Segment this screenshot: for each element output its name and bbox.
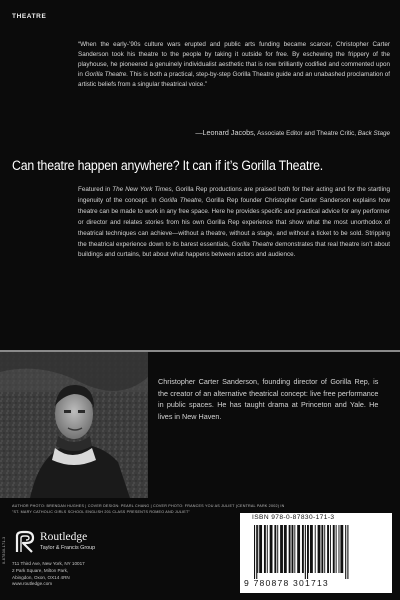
barcode-bar <box>274 525 276 573</box>
critic-role: Associate Editor and Theatre Critic, <box>255 130 358 137</box>
quote-book-title: Gorilla Theatre. <box>84 71 129 79</box>
barcode-bar <box>302 525 304 573</box>
publisher-name: Routledge <box>40 531 88 543</box>
address-line: Abingdon, Oxon, OX14 4RN <box>12 574 70 580</box>
barcode-bar <box>336 525 337 573</box>
barcode-guard-bar <box>305 525 306 579</box>
desc-nyt: The New York Times, <box>112 186 174 193</box>
headline: Can theatre happen anywhere? It can if it’s Gorilla Theatre. <box>12 158 324 173</box>
isbn-label: ISBN 978-0-87830-171-3 <box>252 514 335 521</box>
barcode-guard-bar <box>256 525 257 579</box>
barcode-bar <box>277 525 278 573</box>
routledge-logo-icon <box>14 530 36 554</box>
barcode-bar <box>308 525 309 573</box>
desc-text-1: Featured in <box>78 186 113 193</box>
barcode-bar <box>289 525 291 573</box>
review-quote <box>78 40 390 90</box>
author-bio <box>158 376 378 422</box>
barcode-bar <box>270 525 273 573</box>
barcode-digits: 9 780878 301713 <box>244 578 329 588</box>
publisher-group: Taylor & Francis Group <box>40 545 96 551</box>
author-name: Christopher Carter Sanderson, <box>158 377 260 386</box>
barcode-bar <box>315 525 316 573</box>
author-photo <box>0 352 148 498</box>
spine-code: 0-87830-171-3 <box>2 536 6 564</box>
quote-attribution <box>120 128 390 137</box>
barcode-bar <box>318 525 321 573</box>
publisher-address <box>12 561 85 588</box>
barcode-bar <box>284 525 287 573</box>
desc-text-4: demonstrates that real theatre isn’t about buildings and curtains, but about what happens between actors and audience. <box>78 240 390 259</box>
critic-publication: Back Stage <box>357 130 390 137</box>
barcode-bar <box>297 525 300 573</box>
quote-text-2: This is both a practical, step-by-step Gorilla Theatre guide and an unabashed proclamation of artistic beliefs from a singular theatrical voice.” <box>78 71 391 89</box>
barcode-bar <box>280 525 283 573</box>
author-bio-text: founding director of Gorilla Rep, is the creator of an alternative theatrical concept: live free performance in public spaces. He has taught drama at Princeton and Yale. He lives in New Haven. <box>158 377 379 421</box>
barcode-bar <box>340 525 343 573</box>
barcode-bar <box>333 525 335 573</box>
barcode-guard-bar <box>254 525 255 579</box>
barcode-bar <box>294 525 295 573</box>
desc-title-1: Gorilla Theatre, <box>159 196 204 204</box>
barcode-bar <box>292 525 294 573</box>
barcode-bar <box>310 525 313 573</box>
address-line: 711 Third Ave, New York, NY 10017 <box>12 561 85 566</box>
barcode-guard-bar <box>347 525 348 579</box>
book-description <box>78 185 390 261</box>
barcode-bar <box>330 525 331 573</box>
desc-text-2: Gorilla Rep productions are praised both for their acting and for the startling ingenuity of the concept. In <box>78 186 390 204</box>
barcode-bar <box>339 525 340 573</box>
credits-line-1: AUTHOR PHOTO: BRENDAN HUGHES | COVER DESIGN: PEARL CHANG | COVER PHOTO: FRANCES YOU AS JULIET (CENTRAL PARK 2002) IN <box>12 504 285 508</box>
barcode-bar <box>257 525 258 573</box>
desc-text-3: Gorilla Rep founder Christopher Carter Sanderson explains how theatre can be made to work in any free space. Here he provides specific and practical advice for any performer or director and relates stories from his own Gorilla Rep experience that show what the most unorthodox of theatrical techniques can achieve—without a theatre, without a stage, and without a ticket to be sold. Stripping the theatrical experience down to its barest essentials, <box>78 196 391 248</box>
barcode-bar <box>327 525 329 573</box>
barcode-bar <box>321 525 323 573</box>
barcode-bar <box>267 525 268 573</box>
quote-text-1: “When the early-’90s culture wars erupted and public arts funding became scarcer, Christopher Carter Sanderson took his theatre to the people by taking it outside for free. By eschewing the frippery of the playhouse, he pioneered a genuinely individualist aesthetic that is now brilliantly codified and commented upon in <box>78 41 390 79</box>
barcode-bar <box>259 525 262 573</box>
author-photo-image <box>0 352 148 498</box>
address-line: 2 Park Square, Milton Park, <box>12 567 69 573</box>
desc-title-2: Gorilla Theatre <box>231 240 274 248</box>
credits-line-2: "ST. MARY CATHOLIC GIRLS SCHOOL ENGLISH 201 CLASS PRESENTS ROMEO AND JULIET" <box>12 510 190 514</box>
barcode-image <box>252 525 384 583</box>
critic-name: —Leonard Jacobs, <box>195 128 256 137</box>
category-label: THEATRE <box>12 13 47 20</box>
barcode-bar <box>324 525 325 573</box>
barcode-bar <box>264 525 266 573</box>
barcode-guard-bar <box>345 525 346 579</box>
barcode-guard-bar <box>307 525 308 579</box>
address-line: www.routledge.com <box>12 581 53 587</box>
